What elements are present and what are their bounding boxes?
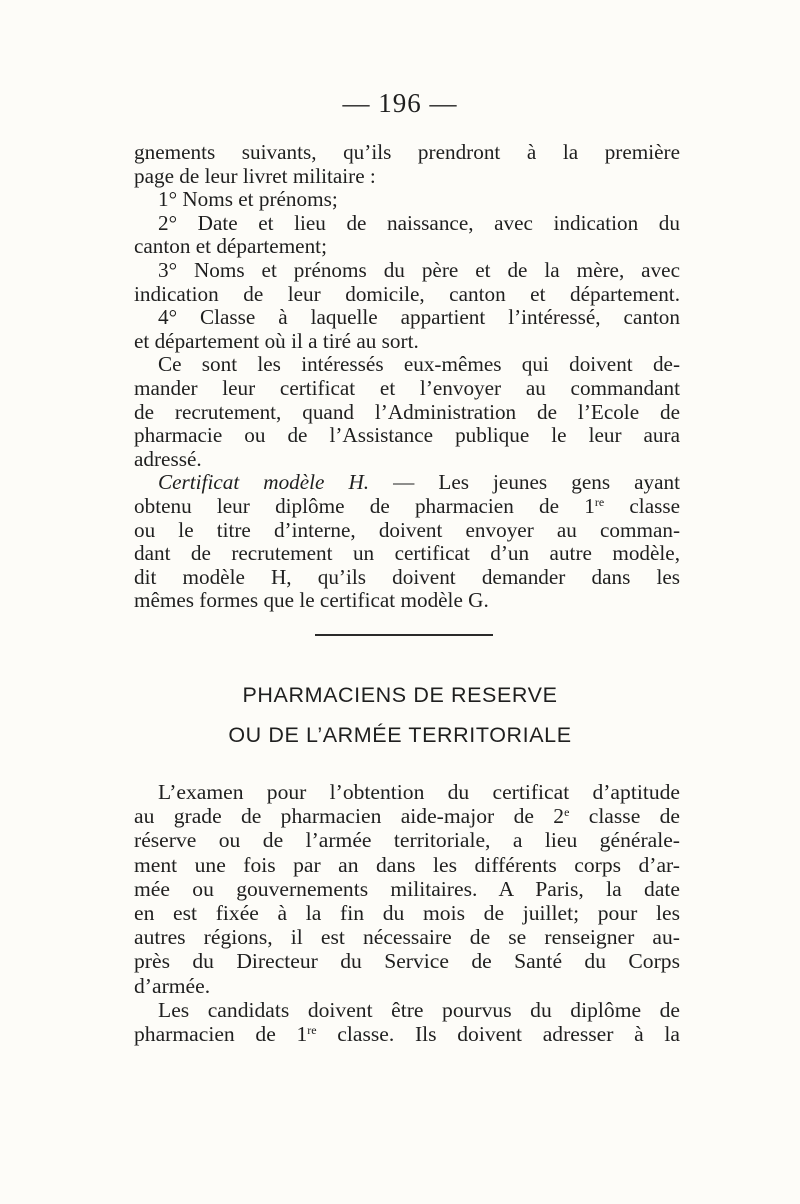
text-line: Ce sont les intéressés eux-mêmes qui doivent de- bbox=[158, 352, 680, 377]
text-line bbox=[134, 1022, 680, 1046]
text-fragment: classe de bbox=[569, 804, 680, 829]
text-line: canton et département; bbox=[134, 234, 327, 259]
text-line: réserve ou de l’armée territoriale, a lieu générale- bbox=[134, 828, 680, 853]
text-line: ou le titre d’interne, doivent envoyer au comman- bbox=[134, 517, 680, 542]
section-subheading: OU DE L’ARMÉE TERRITORIALE bbox=[228, 723, 572, 747]
text-line: d’armée. bbox=[134, 973, 211, 998]
text-fragment: classe. Ils doivent adresser à la bbox=[316, 1022, 680, 1047]
text-line: pharmacie ou de l’Assistance publique le leur aura bbox=[134, 423, 680, 448]
text-line: page de leur livret militaire : bbox=[134, 163, 376, 188]
list-item-4: 4° Classe à laquelle appartient l’intéressé, canton bbox=[158, 305, 680, 330]
text-line bbox=[134, 495, 680, 519]
text-fragment: au grade de pharmacien aide-major de 2 bbox=[134, 804, 565, 829]
text-line: mêmes formes que le certificat modèle G. bbox=[134, 588, 489, 613]
section-heading: PHARMACIENS DE RESERVE bbox=[242, 683, 558, 707]
page-number: — 196 — bbox=[342, 88, 458, 118]
text-line: Les candidats doivent être pourvus du diplôme de bbox=[158, 997, 680, 1022]
text-fragment: obtenu leur diplôme de pharmacien de 1 bbox=[134, 493, 595, 518]
text-line: dant de recrutement un certificat d’un autre modèle, bbox=[134, 541, 680, 566]
text-line bbox=[134, 804, 680, 828]
text-line: ment une fois par an dans les différents corps d’ar- bbox=[134, 852, 680, 877]
text-line: gnements suivants, qu’ils prendront à la première bbox=[134, 140, 680, 164]
text-line: de recrutement, quand l’Administration de l’Ecole de bbox=[134, 399, 680, 424]
text-line: indication de leur domicile, canton et département. bbox=[134, 281, 680, 306]
section-divider bbox=[315, 634, 493, 636]
superscript: e bbox=[564, 805, 570, 820]
text-line: mée ou gouvernements militaires. A Paris, la date bbox=[134, 876, 680, 901]
italic-label: Certificat modèle H. bbox=[158, 470, 370, 495]
text-line: autres régions, il est nécessaire de se renseigner au- bbox=[134, 925, 680, 950]
superscript: re bbox=[594, 494, 605, 509]
text-block-requirements bbox=[134, 141, 680, 613]
text-line: adressé. bbox=[134, 446, 202, 471]
text-line: près du Directeur du Service de Santé du Corps bbox=[134, 949, 680, 974]
text-fragment: classe bbox=[604, 493, 680, 518]
list-item-2: 2° Date et lieu de naissance, avec indication du bbox=[158, 210, 680, 235]
text-line bbox=[134, 471, 680, 495]
text-line: dit modèle H, qu’ils doivent demander dans les bbox=[134, 564, 680, 589]
list-item-3: 3° Noms et prénoms du père et de la mère, avec bbox=[158, 257, 680, 282]
list-item-1: 1° Noms et prénoms; bbox=[158, 187, 338, 212]
text-fragment: — Les jeunes gens ayant bbox=[369, 470, 680, 495]
text-line: et département où il a tiré au sort. bbox=[134, 328, 419, 353]
text-line: en est fixée à la fin du mois de juillet; pour les bbox=[134, 901, 680, 926]
text-block-reserve bbox=[134, 780, 680, 1046]
text-fragment: pharmacien de 1 bbox=[134, 1022, 308, 1047]
text-line: L’examen pour l’obtention du certificat d’aptitude bbox=[158, 780, 680, 804]
text-line: mander leur certificat et l’envoyer au commandant bbox=[134, 375, 680, 400]
superscript: re bbox=[307, 1023, 317, 1038]
